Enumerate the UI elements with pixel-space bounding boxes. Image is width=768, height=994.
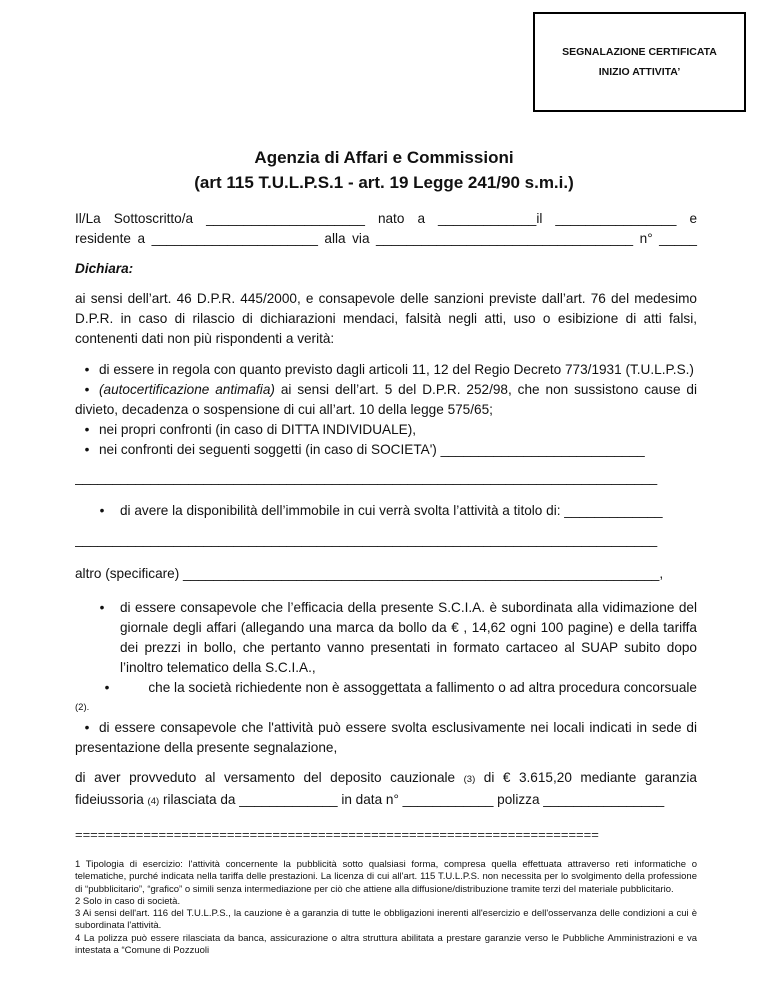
bullet-icon: • [84,442,90,457]
note-4-ref: (4) [147,796,160,807]
bullet-icon: • [84,362,90,377]
footnote-3: 3 Ai sensi dell'art. 116 del T.U.L.P.S., la cauzione è a garanzia di tutte le obbligazioni inerenti all'esercizio e dell'osservanza delle condizioni a cui è subordinata l'attività. [75,908,697,932]
bullet-societa [75,440,697,460]
bullet-vidimazione [75,598,697,678]
bullet-icon: • [84,382,90,397]
document-title [0,145,768,195]
bullet-immobile [75,501,697,521]
bullet-italic: (autocertificazione antimafia) [99,382,275,397]
bullet-ditta [75,420,697,440]
bullet-icon: • [99,503,105,518]
scia-stamp-box [533,12,746,112]
title-line-1: Agenzia di Affari e Commissioni [254,148,514,167]
bullet-icon: • [84,720,90,735]
bullet-text: nei propri confronti (in caso di DITTA INDIVIDUALE), [99,422,417,437]
stamp-line-2: INIZIO ATTIVITA’ [598,66,681,78]
bullet-locali [75,718,697,758]
blank-line-a[interactable]: _____________________________________________________________________________ [75,470,658,485]
intro-line-1: Il/La Sottoscritto/a _____________________ nato a _____________il ________________ e [75,211,697,226]
bullet-text: di avere la disponibilità dell’immobile in cui verrà svolta l’attività a titolo di: _____________ [120,503,663,518]
separator-line: ===================================================================== [75,827,599,842]
bullet-text: di essere consapevole che l'attività può essere svolta esclusivamente nei locali indicati in sede di presentazione della presente segnalazione, [75,720,697,755]
bullet-fallimento [75,678,697,698]
declaration-paragraph: ai sensi dell’art. 46 D.P.R. 445/2000, e consapevole delle sanzioni previste dall’art. 76 del medesimo D.P.R. in caso di rilascio di dichiarazioni mendaci, falsità negli atti, uso o esibizione di atti falsi, contenenti dati non più rispondenti a verità: [75,291,697,346]
bullet-antimafia [75,380,697,420]
footnote-4: 4 La polizza può essere rilasciata da banca, assicurazione o altra struttura abilitata a prestare garanzie verso le Pubbliche Amministrazioni e va intestata a “Comune di Pozzuoli [75,932,697,957]
stamp-line-1: SEGNALAZIONE CERTIFICATA [562,46,717,58]
bullet-text: nei confronti dei seguenti soggetti (in caso di SOCIETA') ___________________________ [99,442,645,457]
blank-line-b[interactable]: _____________________________________________________________________________ [75,532,658,547]
bullet-text: di essere consapevole che l’efficacia della presente S.C.I.A. è subordinata alla vidimazione del giornale degli affari (allegando una marca da bollo da € , 14,62 ogni 100 pagine) e della tariffa dei prezzi in bollo, che pertanto vanno presentati in formato cartaceo al SUAP subito dopo l’inoltro telematico della S.C.I.A., [120,600,697,675]
bullet-text: di essere in regola con quanto previsto dagli articoli 11, 12 del Regio Decreto 773/1931 (T.U.L.P.S.) [99,362,694,377]
bullet-tulps [75,360,697,380]
footnote-1: 1 Tipologia di esercizio: l'attività concernente la pubblicità sotto qualsiasi forma, compresa quella effettuata attraverso reti informatiche o telematiche, purché indicata nella tariffa delle prestazioni. La licenza di cui all'art. 115 T.U.L.P.S. non necessita per lo svolgimento della professione di “pubblicitario”, “grafico” o simili senza intermediazione per ciò che attiene alla diffusione/distribuzione tramite terzi del materiale pubblicitario. [75,859,697,895]
bullet-icon: • [104,680,110,695]
bullet-text: ai sensi dell’art. 5 del D.P.R. 252/98, che non sussistono cause di divieto, decadenza o sospensione di cui all’art. 10 della legge 575/65; [75,382,698,417]
deposito-text-b: di € 3.615,20 mediante garanzia fideiussoria [75,770,697,807]
note-2-ref: (2). [75,702,90,713]
bullet-icon: • [84,422,90,437]
note-3-ref: (3) [463,774,476,785]
title-line-2: (art 115 T.U.L.P.S.1 - art. 19 Legge 241/90 s.m.i.) [194,173,574,192]
footnotes [75,859,697,957]
deposito-cauzionale [75,768,697,812]
deposito-text-a: di aver provveduto al versamento del deposito cauzionale [75,770,464,785]
intro-line-2: residente a ______________________ alla via __________________________________ n° _____ [75,231,697,246]
dichiara-heading: Dichiara: [75,261,134,276]
bullet-text: che la società richiedente non è assoggettata a fallimento o ad altra procedura concorsuale [148,680,697,695]
bullet-icon: • [99,600,105,615]
document-body [75,209,697,957]
footnote-2: 2 Solo in caso di società. [75,895,181,907]
deposito-text-c: rilasciata da _____________ in data n° ____________ polizza ________________ [159,792,665,807]
altro-specificare[interactable]: altro (specificare) _______________________________________________________________, [75,566,664,581]
